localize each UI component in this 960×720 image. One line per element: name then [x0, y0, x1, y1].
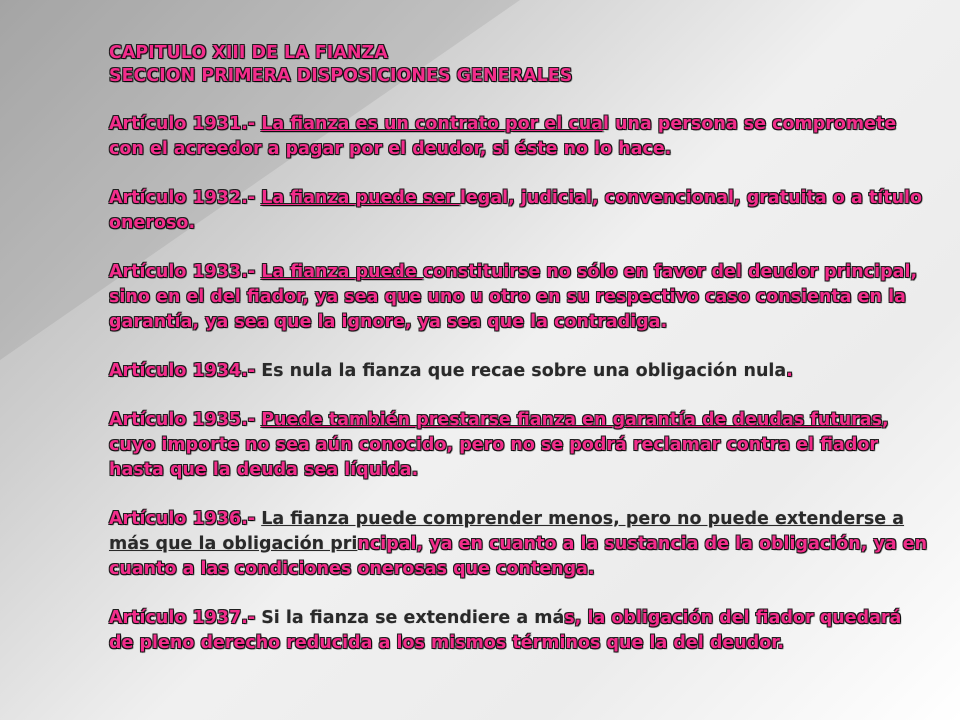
article-label: Artículo 1934.-: [109, 361, 262, 381]
article-dark-text: Es nula la fianza que recae sobre una obligación nula: [261, 361, 787, 381]
slide-content: [109, 42, 929, 656]
article-text: ncipal, ya en cuanto a la sustancia de la obligación, ya en cuanto a las condiciones onerosas que contenga.: [109, 534, 928, 579]
article-underlined-text: La fianza es un contrato por el cua: [261, 114, 603, 134]
article-1931: [109, 112, 929, 162]
article-underlined-dark-text: La fianza puede comprender menos, pero no puede extenderse a más que la obligación pri: [109, 509, 905, 554]
article-1935: [109, 408, 929, 483]
article-label: Artículo 1935.-: [109, 410, 262, 430]
article-label: Artículo 1931.-: [109, 114, 262, 134]
article-underlined-text: La fianza puede ser: [261, 188, 460, 208]
article-1937: [109, 606, 929, 656]
section-title: SECCION PRIMERA DISPOSICIONES GENERALES: [109, 66, 573, 86]
article-underlined-text: Puede también prestarse fianza en garantía de deudas futuras: [261, 410, 883, 430]
article-label: Artículo 1932.-: [109, 188, 262, 208]
article-text: .: [786, 361, 793, 381]
chapter-title: CAPITULO XIII DE LA FIANZA: [109, 43, 388, 63]
article-label: Artículo 1933.-: [109, 262, 262, 282]
article-1934: [109, 359, 929, 384]
article-text: l una persona se compromete con el acreedor a pagar por el deudor, si éste no lo hace.: [109, 114, 897, 159]
article-1933: [109, 260, 929, 335]
article-text: , cuyo importe no sea aún conocido, pero no se podrá reclamar contra el fiador hasta que la deuda sea líquida.: [109, 410, 889, 480]
article-text: constituirse no sólo en favor del deudor principal, sino en el del fiador, ya sea que uno u otro en su respectivo caso consienta en la garantía, ya sea que la ignore, ya sea que la contradiga.: [109, 262, 918, 332]
article-label: Artículo 1936.-: [109, 509, 262, 529]
article-label: Artículo 1937.-: [109, 608, 262, 628]
article-text: legal, judicial, convencional, gratuita o a título oneroso.: [109, 188, 923, 233]
article-1936: [109, 507, 929, 582]
article-underlined-text: La fianza puede: [261, 262, 423, 282]
article-text: s, la obligación del fiador quedará de pleno derecho reducida a los mismos términos que la del deudor.: [109, 608, 902, 653]
article-1932: [109, 186, 929, 236]
article-dark-text: Si la fianza se extendiere a má: [261, 608, 565, 628]
